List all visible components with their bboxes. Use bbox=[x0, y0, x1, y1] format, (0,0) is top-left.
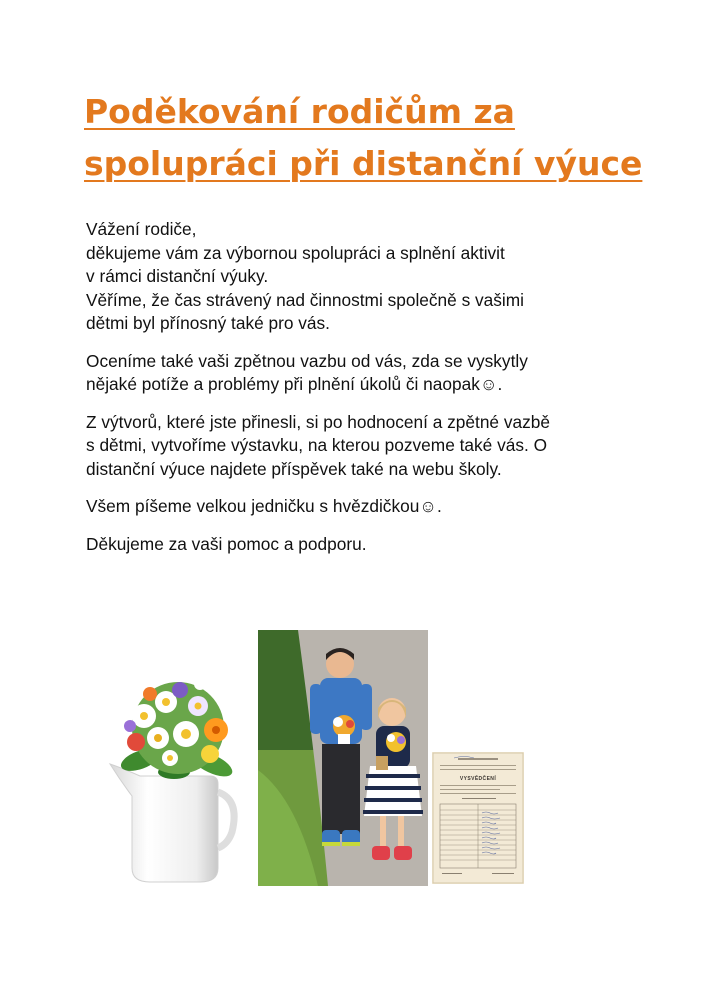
title-line-2: spolupráci při distanční výuce bbox=[84, 144, 643, 183]
paragraph-greeting bbox=[86, 218, 646, 336]
text-line: Všem píšeme velkou jedničku s hvězdičkou☺. bbox=[86, 496, 442, 516]
text-line: Věříme, že čas strávený nad činnostmi společně s vašimi bbox=[86, 289, 524, 310]
text-line: Vážení rodiče, bbox=[86, 219, 197, 239]
title-line-1: Poděkování rodičům za bbox=[84, 92, 515, 131]
flowers-vase-image bbox=[100, 672, 250, 884]
text-line: Oceníme také vaši zpětnou vazbu od vás, zda se vyskytly bbox=[86, 350, 528, 371]
paragraph-feedback bbox=[86, 350, 646, 397]
report-card-image bbox=[432, 752, 524, 884]
text-line: distanční výuce najdete příspěvek také na webu školy. bbox=[86, 458, 502, 479]
children-photo bbox=[258, 630, 428, 886]
text-line: v rámci distanční výuky. bbox=[86, 266, 269, 286]
letter-body bbox=[86, 218, 646, 570]
text-line: nějaké potíže a problémy při plnění úkolů či naopak☺. bbox=[86, 374, 503, 394]
paragraph-grade bbox=[86, 495, 646, 519]
page-title bbox=[84, 86, 664, 190]
text-line: děkujeme vám za výbornou spolupráci a splnění aktivit bbox=[86, 242, 505, 263]
text-line: Z výtvorů, které jste přinesli, si po hodnocení a zpětné vazbě bbox=[86, 411, 550, 432]
text-line: s dětmi, vytvoříme výstavku, na kterou pozveme také vás. O bbox=[86, 435, 548, 455]
report-card-title: VYSVĚDČENÍ bbox=[459, 776, 497, 782]
text-line: Děkujeme za vaši pomoc a podporu. bbox=[86, 533, 367, 554]
text-line: dětmi byl přínosný také pro vás. bbox=[86, 313, 330, 333]
paragraph-thanks bbox=[86, 533, 646, 557]
paragraph-exhibition bbox=[86, 411, 646, 482]
